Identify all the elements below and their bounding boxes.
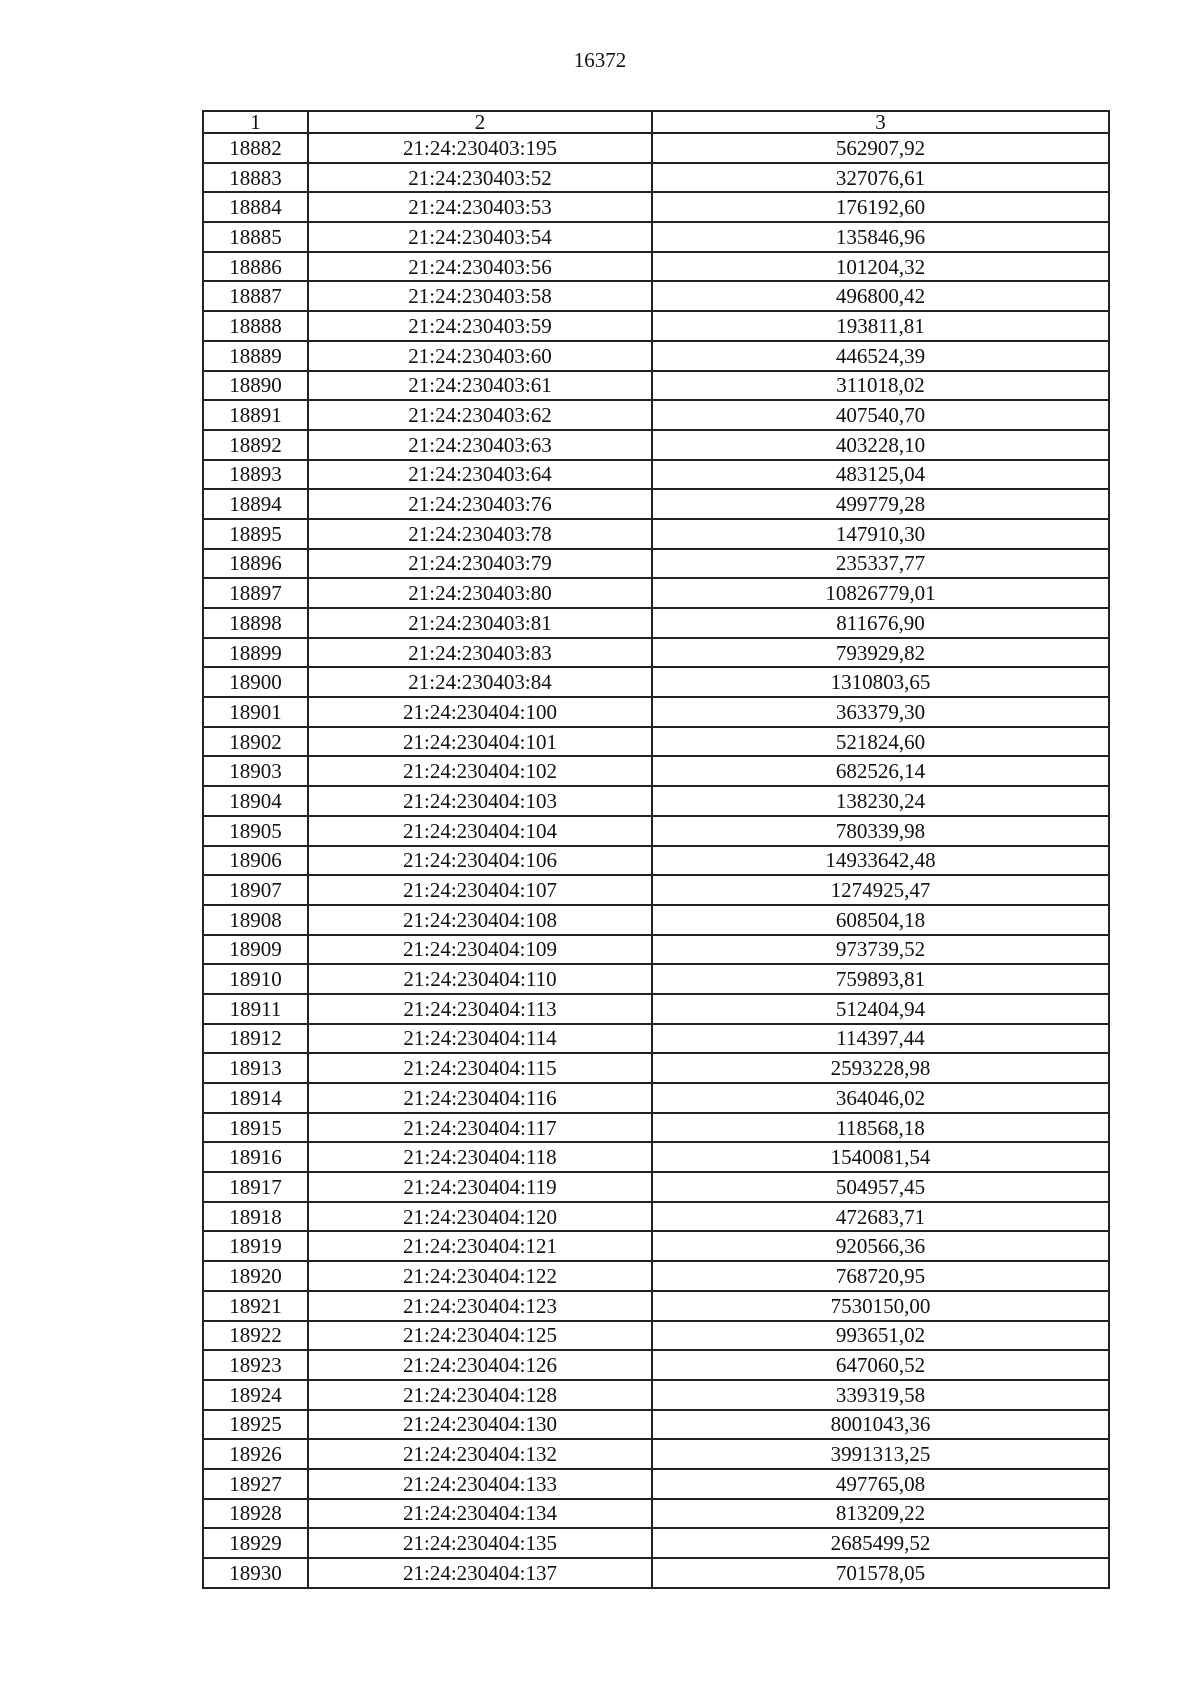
value-cell: 3991313,25 bbox=[652, 1439, 1109, 1469]
table-row bbox=[203, 1380, 1109, 1410]
cadastral-number-cell: 21:24:230403:64 bbox=[308, 460, 652, 490]
row-number-cell: 18884 bbox=[203, 192, 308, 222]
cadastral-number-cell: 21:24:230403:58 bbox=[308, 281, 652, 311]
row-number-cell: 18917 bbox=[203, 1172, 308, 1202]
row-number-cell: 18912 bbox=[203, 1024, 308, 1054]
cadastral-number-cell: 21:24:230403:61 bbox=[308, 371, 652, 401]
table-row bbox=[203, 371, 1109, 401]
cadastral-number-cell: 21:24:230404:108 bbox=[308, 905, 652, 935]
row-number-cell: 18902 bbox=[203, 727, 308, 757]
value-cell: 499779,28 bbox=[652, 489, 1109, 519]
cadastral-number-cell: 21:24:230403:79 bbox=[308, 549, 652, 579]
value-cell: 2593228,98 bbox=[652, 1053, 1109, 1083]
cadastral-number-cell: 21:24:230404:133 bbox=[308, 1469, 652, 1499]
value-cell: 101204,32 bbox=[652, 252, 1109, 282]
cadastral-number-cell: 21:24:230403:76 bbox=[308, 489, 652, 519]
cadastral-number-cell: 21:24:230404:101 bbox=[308, 727, 652, 757]
value-cell: 759893,81 bbox=[652, 964, 1109, 994]
row-number-cell: 18893 bbox=[203, 460, 308, 490]
value-cell: 512404,94 bbox=[652, 994, 1109, 1024]
table-row bbox=[203, 311, 1109, 341]
row-number-cell: 18892 bbox=[203, 430, 308, 460]
table-row bbox=[203, 638, 1109, 668]
table-row bbox=[203, 1053, 1109, 1083]
row-number-cell: 18915 bbox=[203, 1113, 308, 1143]
value-cell: 768720,95 bbox=[652, 1261, 1109, 1291]
table-row bbox=[203, 1410, 1109, 1440]
cadastral-number-cell: 21:24:230404:123 bbox=[308, 1291, 652, 1321]
table-row bbox=[203, 1261, 1109, 1291]
row-number-cell: 18895 bbox=[203, 519, 308, 549]
cadastral-number-cell: 21:24:230403:195 bbox=[308, 133, 652, 163]
value-cell: 7530150,00 bbox=[652, 1291, 1109, 1321]
value-cell: 446524,39 bbox=[652, 341, 1109, 371]
cadastral-number-cell: 21:24:230404:117 bbox=[308, 1113, 652, 1143]
row-number-cell: 18900 bbox=[203, 667, 308, 697]
table-row bbox=[203, 935, 1109, 965]
cadastral-number-cell: 21:24:230404:132 bbox=[308, 1439, 652, 1469]
table-row bbox=[203, 875, 1109, 905]
cadastral-number-cell: 21:24:230404:113 bbox=[308, 994, 652, 1024]
table-row bbox=[203, 1202, 1109, 1232]
table-row bbox=[203, 430, 1109, 460]
table-row bbox=[203, 1499, 1109, 1529]
row-number-cell: 18908 bbox=[203, 905, 308, 935]
value-cell: 521824,60 bbox=[652, 727, 1109, 757]
column-header-3: 3 bbox=[652, 111, 1109, 133]
cadastral-number-cell: 21:24:230403:83 bbox=[308, 638, 652, 668]
row-number-cell: 18903 bbox=[203, 756, 308, 786]
value-cell: 813209,22 bbox=[652, 1499, 1109, 1529]
table-row bbox=[203, 697, 1109, 727]
column-header-2: 2 bbox=[308, 111, 652, 133]
table-row bbox=[203, 1083, 1109, 1113]
value-cell: 339319,58 bbox=[652, 1380, 1109, 1410]
value-cell: 2685499,52 bbox=[652, 1528, 1109, 1558]
value-cell: 114397,44 bbox=[652, 1024, 1109, 1054]
cadastral-number-cell: 21:24:230403:63 bbox=[308, 430, 652, 460]
table-row bbox=[203, 400, 1109, 430]
row-number-cell: 18894 bbox=[203, 489, 308, 519]
table-row bbox=[203, 1231, 1109, 1261]
table-row bbox=[203, 133, 1109, 163]
value-cell: 407540,70 bbox=[652, 400, 1109, 430]
row-number-cell: 18909 bbox=[203, 935, 308, 965]
cadastral-number-cell: 21:24:230404:109 bbox=[308, 935, 652, 965]
value-cell: 496800,42 bbox=[652, 281, 1109, 311]
cadastral-number-cell: 21:24:230404:125 bbox=[308, 1321, 652, 1351]
row-number-cell: 18905 bbox=[203, 816, 308, 846]
cadastral-number-cell: 21:24:230404:116 bbox=[308, 1083, 652, 1113]
cadastral-number-cell: 21:24:230404:128 bbox=[308, 1380, 652, 1410]
row-number-cell: 18888 bbox=[203, 311, 308, 341]
row-number-cell: 18886 bbox=[203, 252, 308, 282]
table-row bbox=[203, 1469, 1109, 1499]
table-row bbox=[203, 1321, 1109, 1351]
value-cell: 1310803,65 bbox=[652, 667, 1109, 697]
cadastral-number-cell: 21:24:230404:106 bbox=[308, 846, 652, 876]
cadastral-number-cell: 21:24:230404:100 bbox=[308, 697, 652, 727]
value-cell: 1540081,54 bbox=[652, 1142, 1109, 1172]
table-row bbox=[203, 786, 1109, 816]
value-cell: 138230,24 bbox=[652, 786, 1109, 816]
column-header-1: 1 bbox=[203, 111, 308, 133]
table-row bbox=[203, 1024, 1109, 1054]
value-cell: 497765,08 bbox=[652, 1469, 1109, 1499]
table-row bbox=[203, 1558, 1109, 1588]
value-cell: 8001043,36 bbox=[652, 1410, 1109, 1440]
value-cell: 147910,30 bbox=[652, 519, 1109, 549]
value-cell: 135846,96 bbox=[652, 222, 1109, 252]
row-number-cell: 18926 bbox=[203, 1439, 308, 1469]
table-row bbox=[203, 1142, 1109, 1172]
table-row bbox=[203, 163, 1109, 193]
value-cell: 647060,52 bbox=[652, 1350, 1109, 1380]
row-number-cell: 18885 bbox=[203, 222, 308, 252]
cadastral-number-cell: 21:24:230404:102 bbox=[308, 756, 652, 786]
value-cell: 483125,04 bbox=[652, 460, 1109, 490]
row-number-cell: 18914 bbox=[203, 1083, 308, 1113]
value-cell: 562907,92 bbox=[652, 133, 1109, 163]
row-number-cell: 18898 bbox=[203, 608, 308, 638]
table-row bbox=[203, 816, 1109, 846]
cadastral-number-cell: 21:24:230404:121 bbox=[308, 1231, 652, 1261]
value-cell: 363379,30 bbox=[652, 697, 1109, 727]
cadastral-number-cell: 21:24:230403:53 bbox=[308, 192, 652, 222]
cadastral-number-cell: 21:24:230404:110 bbox=[308, 964, 652, 994]
table-header-row bbox=[203, 111, 1109, 133]
table-row bbox=[203, 1291, 1109, 1321]
cadastral-number-cell: 21:24:230403:78 bbox=[308, 519, 652, 549]
row-number-cell: 18916 bbox=[203, 1142, 308, 1172]
row-number-cell: 18891 bbox=[203, 400, 308, 430]
cadastral-number-cell: 21:24:230404:134 bbox=[308, 1499, 652, 1529]
row-number-cell: 18913 bbox=[203, 1053, 308, 1083]
row-number-cell: 18911 bbox=[203, 994, 308, 1024]
value-cell: 504957,45 bbox=[652, 1172, 1109, 1202]
cadastral-number-cell: 21:24:230404:107 bbox=[308, 875, 652, 905]
table-row bbox=[203, 1528, 1109, 1558]
row-number-cell: 18910 bbox=[203, 964, 308, 994]
table-row bbox=[203, 727, 1109, 757]
row-number-cell: 18930 bbox=[203, 1558, 308, 1588]
cadastral-number-cell: 21:24:230403:60 bbox=[308, 341, 652, 371]
table-body bbox=[203, 133, 1109, 1588]
table-row bbox=[203, 341, 1109, 371]
value-cell: 118568,18 bbox=[652, 1113, 1109, 1143]
row-number-cell: 18890 bbox=[203, 371, 308, 401]
row-number-cell: 18907 bbox=[203, 875, 308, 905]
row-number-cell: 18929 bbox=[203, 1528, 308, 1558]
table-row bbox=[203, 578, 1109, 608]
table-row bbox=[203, 905, 1109, 935]
table-row bbox=[203, 549, 1109, 579]
row-number-cell: 18883 bbox=[203, 163, 308, 193]
cadastral-number-cell: 21:24:230403:62 bbox=[308, 400, 652, 430]
value-cell: 403228,10 bbox=[652, 430, 1109, 460]
value-cell: 780339,98 bbox=[652, 816, 1109, 846]
table-row bbox=[203, 252, 1109, 282]
cadastral-number-cell: 21:24:230404:122 bbox=[308, 1261, 652, 1291]
table-row bbox=[203, 489, 1109, 519]
cadastral-number-cell: 21:24:230404:137 bbox=[308, 1558, 652, 1588]
value-cell: 920566,36 bbox=[652, 1231, 1109, 1261]
value-cell: 364046,02 bbox=[652, 1083, 1109, 1113]
cadastral-number-cell: 21:24:230403:54 bbox=[308, 222, 652, 252]
cadastral-number-cell: 21:24:230404:114 bbox=[308, 1024, 652, 1054]
row-number-cell: 18924 bbox=[203, 1380, 308, 1410]
value-cell: 193811,81 bbox=[652, 311, 1109, 341]
table-row bbox=[203, 192, 1109, 222]
cadastral-number-cell: 21:24:230404:119 bbox=[308, 1172, 652, 1202]
cadastral-number-cell: 21:24:230404:135 bbox=[308, 1528, 652, 1558]
table-row bbox=[203, 519, 1109, 549]
cadastral-number-cell: 21:24:230403:59 bbox=[308, 311, 652, 341]
data-table bbox=[202, 110, 1110, 1589]
cadastral-number-cell: 21:24:230404:103 bbox=[308, 786, 652, 816]
row-number-cell: 18887 bbox=[203, 281, 308, 311]
value-cell: 176192,60 bbox=[652, 192, 1109, 222]
value-cell: 793929,82 bbox=[652, 638, 1109, 668]
value-cell: 10826779,01 bbox=[652, 578, 1109, 608]
value-cell: 811676,90 bbox=[652, 608, 1109, 638]
value-cell: 311018,02 bbox=[652, 371, 1109, 401]
value-cell: 235337,77 bbox=[652, 549, 1109, 579]
table-row bbox=[203, 1113, 1109, 1143]
row-number-cell: 18927 bbox=[203, 1469, 308, 1499]
table-row bbox=[203, 994, 1109, 1024]
row-number-cell: 18921 bbox=[203, 1291, 308, 1321]
row-number-cell: 18901 bbox=[203, 697, 308, 727]
table-row bbox=[203, 667, 1109, 697]
cadastral-number-cell: 21:24:230403:52 bbox=[308, 163, 652, 193]
table-row bbox=[203, 964, 1109, 994]
value-cell: 701578,05 bbox=[652, 1558, 1109, 1588]
cadastral-number-cell: 21:24:230404:118 bbox=[308, 1142, 652, 1172]
value-cell: 1274925,47 bbox=[652, 875, 1109, 905]
value-cell: 973739,52 bbox=[652, 935, 1109, 965]
table-row bbox=[203, 846, 1109, 876]
table-row bbox=[203, 608, 1109, 638]
cadastral-number-cell: 21:24:230403:81 bbox=[308, 608, 652, 638]
table-row bbox=[203, 281, 1109, 311]
table-row bbox=[203, 222, 1109, 252]
value-cell: 608504,18 bbox=[652, 905, 1109, 935]
row-number-cell: 18897 bbox=[203, 578, 308, 608]
value-cell: 327076,61 bbox=[652, 163, 1109, 193]
value-cell: 472683,71 bbox=[652, 1202, 1109, 1232]
cadastral-number-cell: 21:24:230404:104 bbox=[308, 816, 652, 846]
row-number-cell: 18904 bbox=[203, 786, 308, 816]
table-row bbox=[203, 1439, 1109, 1469]
row-number-cell: 18922 bbox=[203, 1321, 308, 1351]
row-number-cell: 18889 bbox=[203, 341, 308, 371]
row-number-cell: 18918 bbox=[203, 1202, 308, 1232]
row-number-cell: 18896 bbox=[203, 549, 308, 579]
table-row bbox=[203, 460, 1109, 490]
row-number-cell: 18928 bbox=[203, 1499, 308, 1529]
table-row bbox=[203, 756, 1109, 786]
value-cell: 993651,02 bbox=[652, 1321, 1109, 1351]
cadastral-number-cell: 21:24:230404:120 bbox=[308, 1202, 652, 1232]
table-row bbox=[203, 1172, 1109, 1202]
row-number-cell: 18919 bbox=[203, 1231, 308, 1261]
page-number: 16372 bbox=[573, 48, 627, 72]
row-number-cell: 18920 bbox=[203, 1261, 308, 1291]
row-number-cell: 18923 bbox=[203, 1350, 308, 1380]
cadastral-number-cell: 21:24:230403:80 bbox=[308, 578, 652, 608]
row-number-cell: 18925 bbox=[203, 1410, 308, 1440]
table-row bbox=[203, 1350, 1109, 1380]
cadastral-number-cell: 21:24:230404:126 bbox=[308, 1350, 652, 1380]
value-cell: 14933642,48 bbox=[652, 846, 1109, 876]
row-number-cell: 18899 bbox=[203, 638, 308, 668]
cadastral-number-cell: 21:24:230404:115 bbox=[308, 1053, 652, 1083]
cadastral-number-cell: 21:24:230403:84 bbox=[308, 667, 652, 697]
cadastral-number-cell: 21:24:230403:56 bbox=[308, 252, 652, 282]
row-number-cell: 18882 bbox=[203, 133, 308, 163]
value-cell: 682526,14 bbox=[652, 756, 1109, 786]
row-number-cell: 18906 bbox=[203, 846, 308, 876]
cadastral-number-cell: 21:24:230404:130 bbox=[308, 1410, 652, 1440]
